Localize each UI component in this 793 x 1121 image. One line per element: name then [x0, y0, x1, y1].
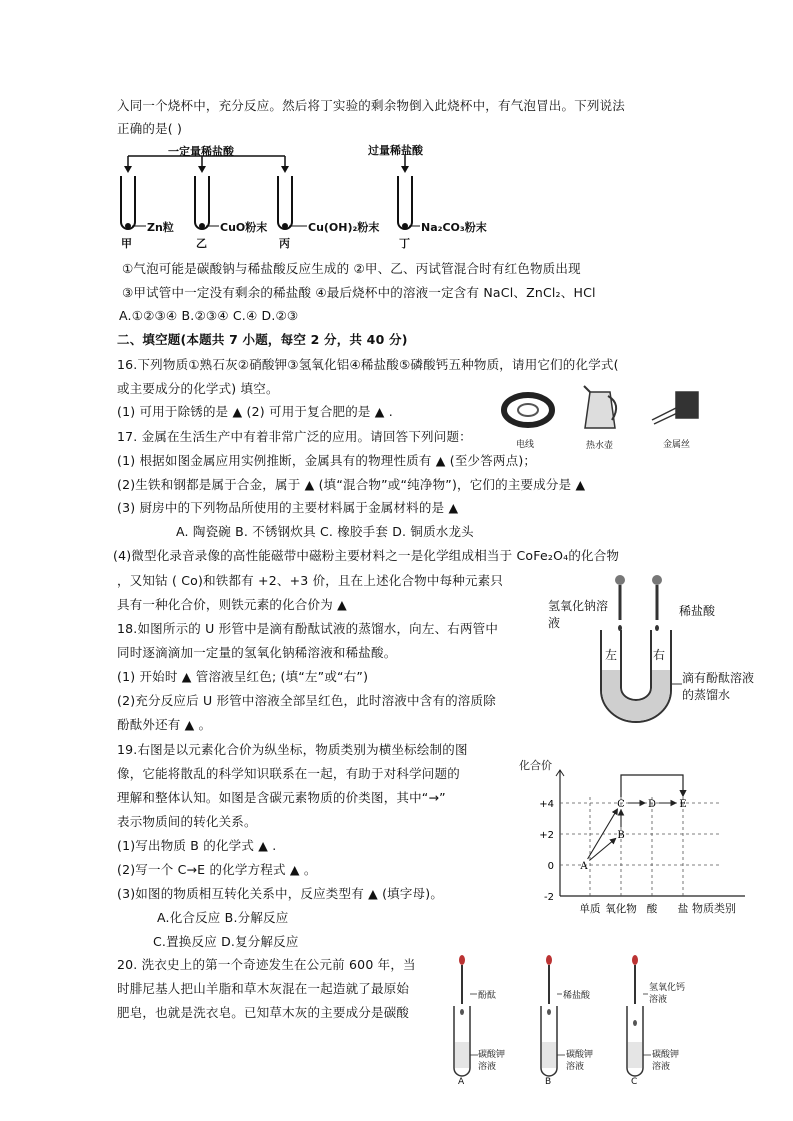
text-line: ，又知钴 ( Co)和铁都有 +2、+3 价，且在上述化合物中每种元素只	[117, 573, 504, 588]
answer-options: A.①②③④ B.②③④ C.④ D.②③	[119, 308, 299, 323]
tube-reagent: 氢氧化钙溶液	[649, 983, 686, 1005]
u-tube-right-arm: 右	[653, 648, 666, 662]
tube-name: 丁	[399, 237, 410, 250]
text-line: 或主要成分的化学式) 填空。	[117, 381, 279, 396]
point-label: D	[647, 799, 657, 810]
point-label: B	[617, 830, 625, 841]
u-tube-left-arm: 左	[605, 648, 618, 662]
text-line: 像，它能将散乱的科学知识联系在一起，有助于对科学问题的	[117, 766, 460, 781]
text-line: 具有一种化合价，则铁元素的化合价为 ▲	[117, 597, 347, 612]
text-line: 时腓尼基人把山羊脂和草木灰混在一起造就了最原始	[117, 981, 410, 996]
text-line: (1) 根据如图金属应用实例推断，金属具有的物理性质有 ▲ (至少答两点)；	[117, 453, 537, 468]
arrow	[588, 809, 618, 859]
statement-line: ③甲试管中一定没有剩余的稀盐酸 ④最后烧杯中的溶液一定含有 NaCl、ZnCl₂、HCl	[122, 285, 596, 300]
text-line: 理解和整体认知。如图是含碳元素物质的价类图，其中“→”	[117, 790, 446, 805]
kettle-icon	[584, 386, 616, 428]
point-label: C	[617, 799, 625, 810]
text-line: 正确的是( )	[117, 121, 183, 136]
dropper-right-icon	[652, 575, 662, 631]
tube-letter: A	[458, 1077, 465, 1087]
tube-letter: C	[631, 1077, 638, 1087]
reagent-label: Cu(OH)₂粉末	[308, 221, 380, 234]
dropper-left-icon	[615, 575, 625, 631]
chart-xlabel: 物质类别	[692, 902, 736, 915]
dropper-icon	[546, 955, 552, 1015]
tube-letter: B	[545, 1077, 552, 1087]
x-tick-label: 酸	[646, 903, 658, 915]
text-line: (1) 可用于除锈的是 ▲ (2) 可用于复合肥的是 ▲ .	[117, 404, 393, 419]
text-line: 入同一个烧杯中，充分反应。然后将丁实验的剩余物倒入此烧杯中，有气泡冒出。下列说法	[117, 98, 626, 113]
y-tick-label: 0	[547, 861, 554, 872]
text-line: 酚酞外还有 ▲ 。	[117, 717, 212, 732]
arrow	[589, 838, 615, 860]
metal-caption: 电线	[516, 440, 535, 450]
text-line: 表示物质间的转化关系。	[117, 814, 257, 829]
x-tick-label: 氧化物	[605, 903, 637, 915]
text-line: (2)生铁和钢都是属于合金，属于 ▲ (填“混合物”或“纯净物”)，它们的主要成分是 ▲	[117, 477, 586, 492]
reagent-label: CuO粉末	[220, 221, 268, 234]
answer-options: A.化合反应 B.分解反应	[157, 910, 289, 925]
y-tick-label: +2	[539, 830, 554, 841]
answer-options: C.置换反应 D.复分解反应	[153, 934, 299, 949]
text-line: 19.右图是以元素化合价为纵坐标，物质类别为横坐标绘制的图	[117, 742, 468, 757]
tube-reagent: 酚酞	[478, 991, 497, 1001]
wire-coil-icon	[504, 395, 552, 425]
reagent-label: Zn粒	[147, 221, 174, 234]
y-tick-label: -2	[544, 892, 554, 903]
metal-wire-icon	[652, 392, 698, 424]
tube-name: 丙	[279, 237, 290, 250]
text-line: (2)充分反应后 U 形管中溶液全部呈红色，此时溶液中含有的溶质除	[117, 693, 496, 708]
u-tube-liquid: 滴有酚酞溶液的蒸馏水	[682, 671, 755, 702]
reagent-label: Na₂CO₃粉末	[421, 221, 487, 234]
tube-solution: 碳酸钾溶液	[566, 1050, 594, 1072]
u-tube-right-reagent: 稀盐酸	[679, 604, 716, 618]
arrow	[621, 775, 683, 797]
tube-name: 甲	[121, 237, 132, 250]
text-line: (3)如图的物质相互转化关系中，反应类型有 ▲ (填字母)。	[117, 886, 444, 901]
section-heading: 二、填空题(本题共 7 小题，每空 2 分，共 40 分)	[117, 332, 408, 347]
chart-ylabel: 化合价	[519, 759, 552, 772]
text-line: (4)微型化录音录像的高性能磁带中磁粉主要材料之一是化学组成相当于 CoFe₂O₄的化合物	[113, 548, 620, 563]
tube-top-label-left: 一定量稀盐酸	[168, 145, 234, 158]
text-line: (1)写出物质 B 的化学式 ▲ .	[117, 838, 277, 853]
metal-caption: 金属丝	[663, 440, 691, 450]
point-label: E	[679, 799, 687, 810]
text-line: (3) 厨房中的下列物品所使用的主要材料属于金属材料的是 ▲	[117, 500, 459, 515]
dropper-icon	[632, 955, 638, 1026]
x-tick-label: 单质	[579, 903, 601, 915]
u-tube-icon	[601, 630, 671, 722]
text-line: (2)写一个 C→E 的化学方程式 ▲ 。	[117, 862, 317, 877]
text-line: 肥皂，也就是洗衣皂。已知草木灰的主要成分是碳酸	[117, 1005, 410, 1020]
tube-solution: 碳酸钾溶液	[478, 1050, 506, 1072]
u-tube-left-reagent: 氢氧化钠溶液	[548, 599, 609, 630]
metal-caption: 热水壶	[586, 441, 614, 451]
x-tick-label: 盐	[677, 903, 689, 915]
text-line: 同时逐滴滴加一定量的氢氧化钠稀溶液和稀盐酸。	[117, 645, 397, 660]
tube-top-label-right: 过量稀盐酸	[368, 144, 423, 157]
text-line: (1) 开始时 ▲ 管溶液呈红色; (填“左”或“右”)	[117, 669, 369, 684]
y-tick-label: +4	[539, 799, 554, 810]
point-label: A	[580, 861, 588, 872]
text-line: 18.如图所示的 U 形管中是滴有酚酞试液的蒸馏水，向左、右两管中	[117, 621, 499, 636]
answer-options: A. 陶瓷碗 B. 不锈钢炊具 C. 橡胶手套 D. 铜质水龙头	[176, 524, 474, 539]
dropper-icon	[459, 955, 465, 1015]
tube-solution: 碳酸钾溶液	[652, 1050, 680, 1072]
y-axis-arrow	[556, 770, 564, 776]
tube-name: 乙	[196, 237, 207, 250]
text-line: 20. 洗衣史上的第一个奇迹发生在公元前 600 年，当	[117, 957, 416, 972]
text-line: 17. 金属在生活生产中有着非常广泛的应用。请回答下列问题：	[117, 429, 472, 444]
tube-reagent: 稀盐酸	[563, 991, 591, 1001]
statement-line: ①气泡可能是碳酸钠与稀盐酸反应生成的 ②甲、乙、丙试管混合时有红色物质出现	[122, 261, 581, 276]
text-line: 16.下列物质①熟石灰②硝酸钾③氢氧化铝④稀盐酸⑤磷酸钙五种物质，请用它们的化学式(	[117, 357, 619, 372]
